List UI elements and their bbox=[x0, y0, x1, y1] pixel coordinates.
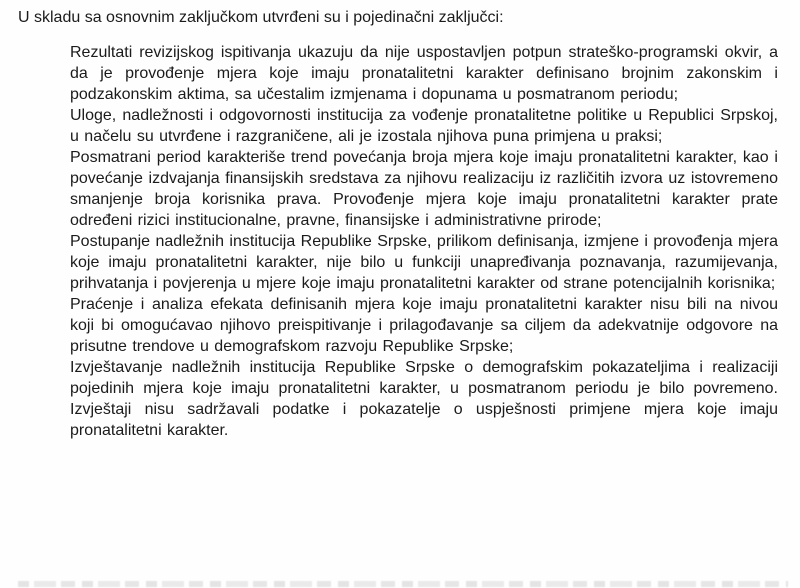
list-item bbox=[18, 42, 778, 105]
bullet-marker bbox=[18, 231, 70, 239]
intro-paragraph: U skladu sa osnovnim zaključkom utvrđeni su i pojedinačni zaključci: bbox=[18, 9, 504, 26]
cutoff-next-line-artifact bbox=[18, 581, 788, 587]
bullet-marker bbox=[18, 105, 70, 113]
conclusion-text: Rezultati revizijskog ispitivanja ukazuju da nije uspostavljen potpun strateško-programski okvir, a da je provođenje mjera koje imaju pronatalitetni karakter definisano brojnim zakonskim i podzakonskim aktima, sa učestalim izmjenama i dopunama u posmatranom periodu; bbox=[70, 44, 778, 103]
bullet-marker bbox=[18, 294, 70, 302]
conclusion-text: Postupanje nadležnih institucija Republike Srpske, prilikom definisanja, izmjene i provođenja mjera koje imaju pronatalitetni karakter, nije bilo u funkciji unapređivanja poznavanja, razumijevanja, prihvatanja i povjerenja u mjere koje imaju pronatalitetni karakter od strane potencijalnih korisnika; bbox=[70, 233, 778, 292]
conclusions-list bbox=[18, 42, 778, 441]
bullet-marker bbox=[18, 42, 70, 50]
bullet-marker bbox=[18, 357, 70, 365]
conclusion-text: Posmatrani period karakteriše trend povećanja broja mjera koje imaju pronatalitetni karakter, kao i povećanje izdvajanja finansijskih sredstava za njihovu realizaciju iz različitih izvora uz istovremeno smanjenje broja korisnika prava. Provođenje mjera koje imaju pronatalitetni karakter prate određeni rizici institucionalne, pravne, finansijske i administrativne prirode; bbox=[70, 149, 778, 229]
list-item bbox=[18, 357, 778, 441]
list-item bbox=[18, 147, 778, 231]
list-item bbox=[18, 294, 778, 357]
document-page bbox=[18, 7, 778, 441]
bullet-marker bbox=[18, 147, 70, 155]
list-item bbox=[18, 105, 778, 147]
conclusion-text: Praćenje i analiza efekata definisanih mjera koje imaju pronatalitetni karakter nisu bili na nivou koji bi omogućavao njihovo preispitivanje i prilagođavanje sa ciljem da adekvatnije odgovore na prisutne trendove u demografskom razvoju Republike Srpske; bbox=[70, 296, 778, 355]
conclusion-text: Uloge, nadležnosti i odgovornosti institucija za vođenje pronatalitetne politike u Republici Srpskoj, u načelu su utvrđene i razgraničene, ali je izostala njihova puna primjena u praksi; bbox=[70, 107, 778, 145]
conclusion-text: Izvještavanje nadležnih institucija Republike Srpske o demografskim pokazateljima i realizaciji pojedinih mjera koje imaju pronatalitetni karakter, u posmatranom periodu je bilo povremeno. Izvještaji nisu sadržavali podatke i pokazatelje o uspješnosti primjene mjera koje imaju pronatalitetni karakter. bbox=[70, 359, 778, 439]
list-item bbox=[18, 231, 778, 294]
